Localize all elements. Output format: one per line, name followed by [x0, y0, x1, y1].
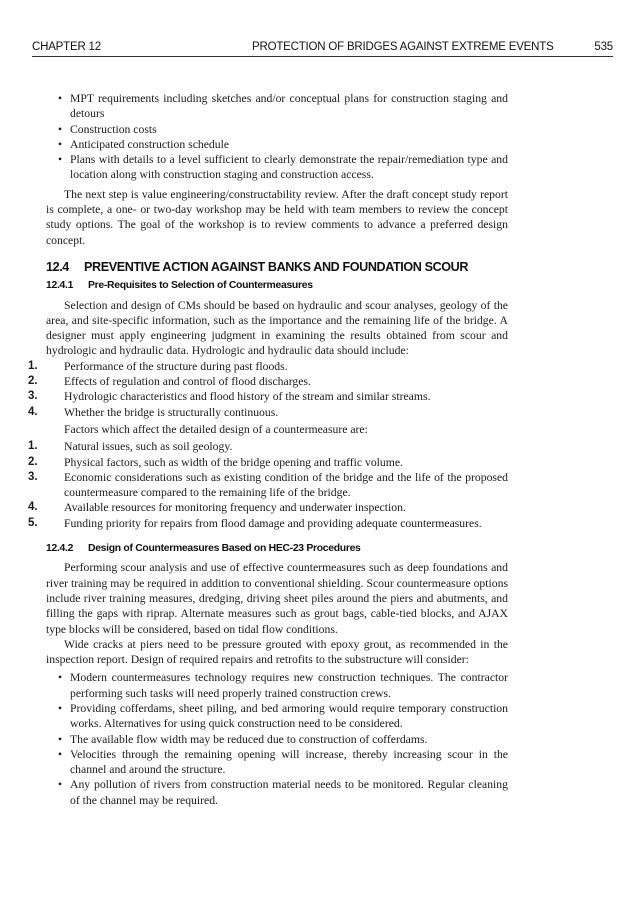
list-item: 1. Performance of the structure during past floods. — [28, 359, 288, 373]
list-item: 5. Funding priority for repairs from flood damage and providing adequate countermeasures. — [28, 516, 482, 530]
list-item: • Plans with details to a level sufficient to clearly demonstrate the repair/remediation type and location along with construction staging and construction access. — [46, 152, 508, 183]
list-item: 2. Physical factors, such as width of the bridge opening and traffic volume. — [28, 455, 403, 469]
subsection-title: Pre-Requisites to Selection of Countermeasures — [88, 280, 313, 292]
running-title: PROTECTION OF BRIDGES AGAINST EXTREME EVENTS — [252, 41, 554, 53]
repair-considerations-list — [46, 670, 508, 808]
design-factors-list — [28, 439, 508, 531]
list-item: • Velocities through the remaining opening will increase, thereby increasing scour in the channel and around the structure. — [46, 747, 508, 778]
subsection-title: Design of Countermeasures Based on HEC-23 Procedures — [88, 543, 361, 555]
list-item: • MPT requirements including sketches and/or conceptual plans for construction staging and detours — [46, 91, 508, 122]
list-item: 4. Available resources for monitoring frequency and underwater inspection. — [28, 501, 406, 515]
hec23-paragraph-1: Performing scour analysis and use of effective countermeasures such as deep foundations and river training may be required in addition to conventional shielding. Scour countermeasure options include river training measures, dredging, driving sheet piles around the piers and abutments, and filling the gaps with riprap. Alternate measures such as grout bags, cable-tied blocks, and AJAX type blocks will be considered, based on tidal flow conditions. — [46, 561, 508, 636]
subsection-number: 12.4.2 — [46, 543, 74, 555]
list-item: • Anticipated construction schedule — [46, 137, 508, 152]
section-number: 12.4 — [46, 259, 69, 274]
chapter-label: CHAPTER 12 — [32, 41, 101, 53]
hec23-paragraph-2: Wide cracks at piers need to be pressure grouted with epoxy grout, as recommended in the inspection report. Design of required repairs and retrofits to the substructure will consider: — [46, 637, 508, 667]
hydrologic-data-list — [28, 359, 508, 420]
list-item: • Providing cofferdams, sheet piling, and bed armoring would require temporary construction works. Alternatives for using quick construction need to be considered. — [46, 701, 508, 732]
list-item: • Modern countermeasures technology requires new construction techniques. The contractor performing such tasks will need properly trained construction crews. — [46, 670, 508, 701]
page-body — [28, 91, 508, 808]
list-item: • Construction costs — [46, 122, 508, 137]
subsection-heading-1 — [46, 278, 508, 293]
list-item: 1. Natural issues, such as soil geology. — [28, 440, 233, 454]
section-heading — [46, 260, 508, 275]
list-item: 2. Effects of regulation and control of flood discharges. — [28, 375, 311, 389]
intro-bullet-list — [46, 91, 508, 183]
list-item: 3. Hydrologic characteristics and flood history of the stream and similar streams. — [28, 390, 431, 404]
subsection-heading-2 — [46, 541, 508, 556]
section-title: PREVENTIVE ACTION AGAINST BANKS AND FOUNDATION SCOUR — [84, 259, 469, 274]
intro-paragraph: The next step is value engineering/constructability review. After the draft concept study report is complete, a one- or two-day workshop may be held with team members to review the concept study options. The goal of the workshop is to review comments to advance a preferred design concept. — [46, 187, 508, 247]
list-item: • Any pollution of rivers from construction material needs to be monitored. Regular cleaning of the channel may be required. — [46, 777, 508, 808]
prerequisites-paragraph: Selection and design of CMs should be based on hydraulic and scour analyses, geology of the area, and site-specific information, such as the importance and the remaining life of the bridge. A designer must apply engineering judgment in examining the results obtained from scour and hydrologic and hydraulic data. Hydrologic and hydraulic data should include: — [46, 298, 508, 358]
list-item: 3. Economic considerations such as existing condition of the bridge and the life of the proposed countermeasure compared to the remaining life of the bridge. — [28, 470, 508, 500]
factors-intro: Factors which affect the detailed design of a countermeasure are: — [64, 422, 368, 436]
running-header — [32, 38, 613, 57]
page-number: 535 — [594, 41, 613, 53]
list-item: • The available flow width may be reduced due to construction of cofferdams. — [46, 732, 508, 747]
list-item: 4. Whether the bridge is structurally continuous. — [28, 405, 279, 419]
subsection-number: 12.4.1 — [46, 280, 74, 292]
